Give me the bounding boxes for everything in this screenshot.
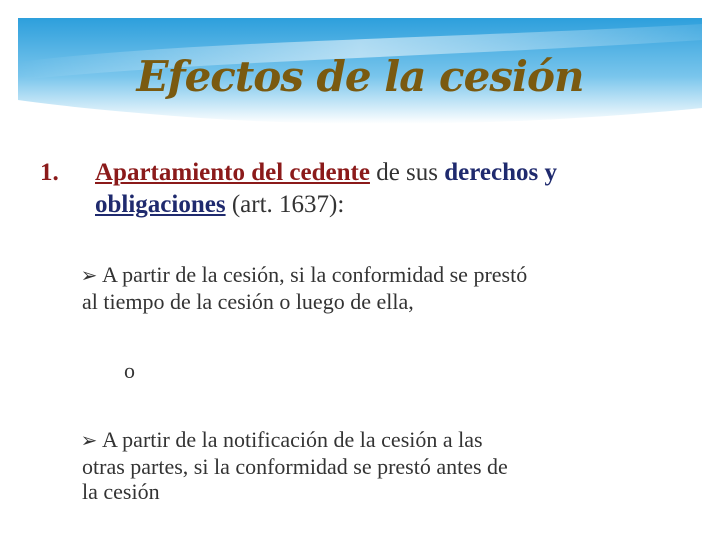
point-text-a: de sus <box>369 159 445 186</box>
slide-title: Efectos de la cesión <box>136 52 584 101</box>
bullet-2-line1: A partir de la notificación de la cesión a las <box>102 427 483 452</box>
arrow-right-icon: ➢ <box>80 265 98 287</box>
point-text-b: (art. 1637): <box>225 191 345 218</box>
point-bold-blue-2: obligaciones <box>95 191 226 218</box>
bullet-2-line2: otras partes, si la conformidad se prestó antes de <box>82 454 508 479</box>
arrow-right-icon: ➢ <box>80 430 98 452</box>
or-word: o <box>124 358 135 383</box>
point-bold-blue-1: derechos y <box>444 159 557 186</box>
bullet-2 <box>80 427 700 504</box>
bullet-2-line3: la cesión <box>82 479 160 504</box>
bullet-1-line2: al tiempo de la cesión o luego de ella, <box>82 289 414 314</box>
point-number: 1. <box>40 159 59 186</box>
point-bold-red: Apartamiento del cedente <box>95 159 370 186</box>
point-text <box>95 157 705 221</box>
bullet-1 <box>80 262 700 314</box>
bullet-1-line1: A partir de la cesión, si la conformidad se prestó <box>102 262 528 287</box>
